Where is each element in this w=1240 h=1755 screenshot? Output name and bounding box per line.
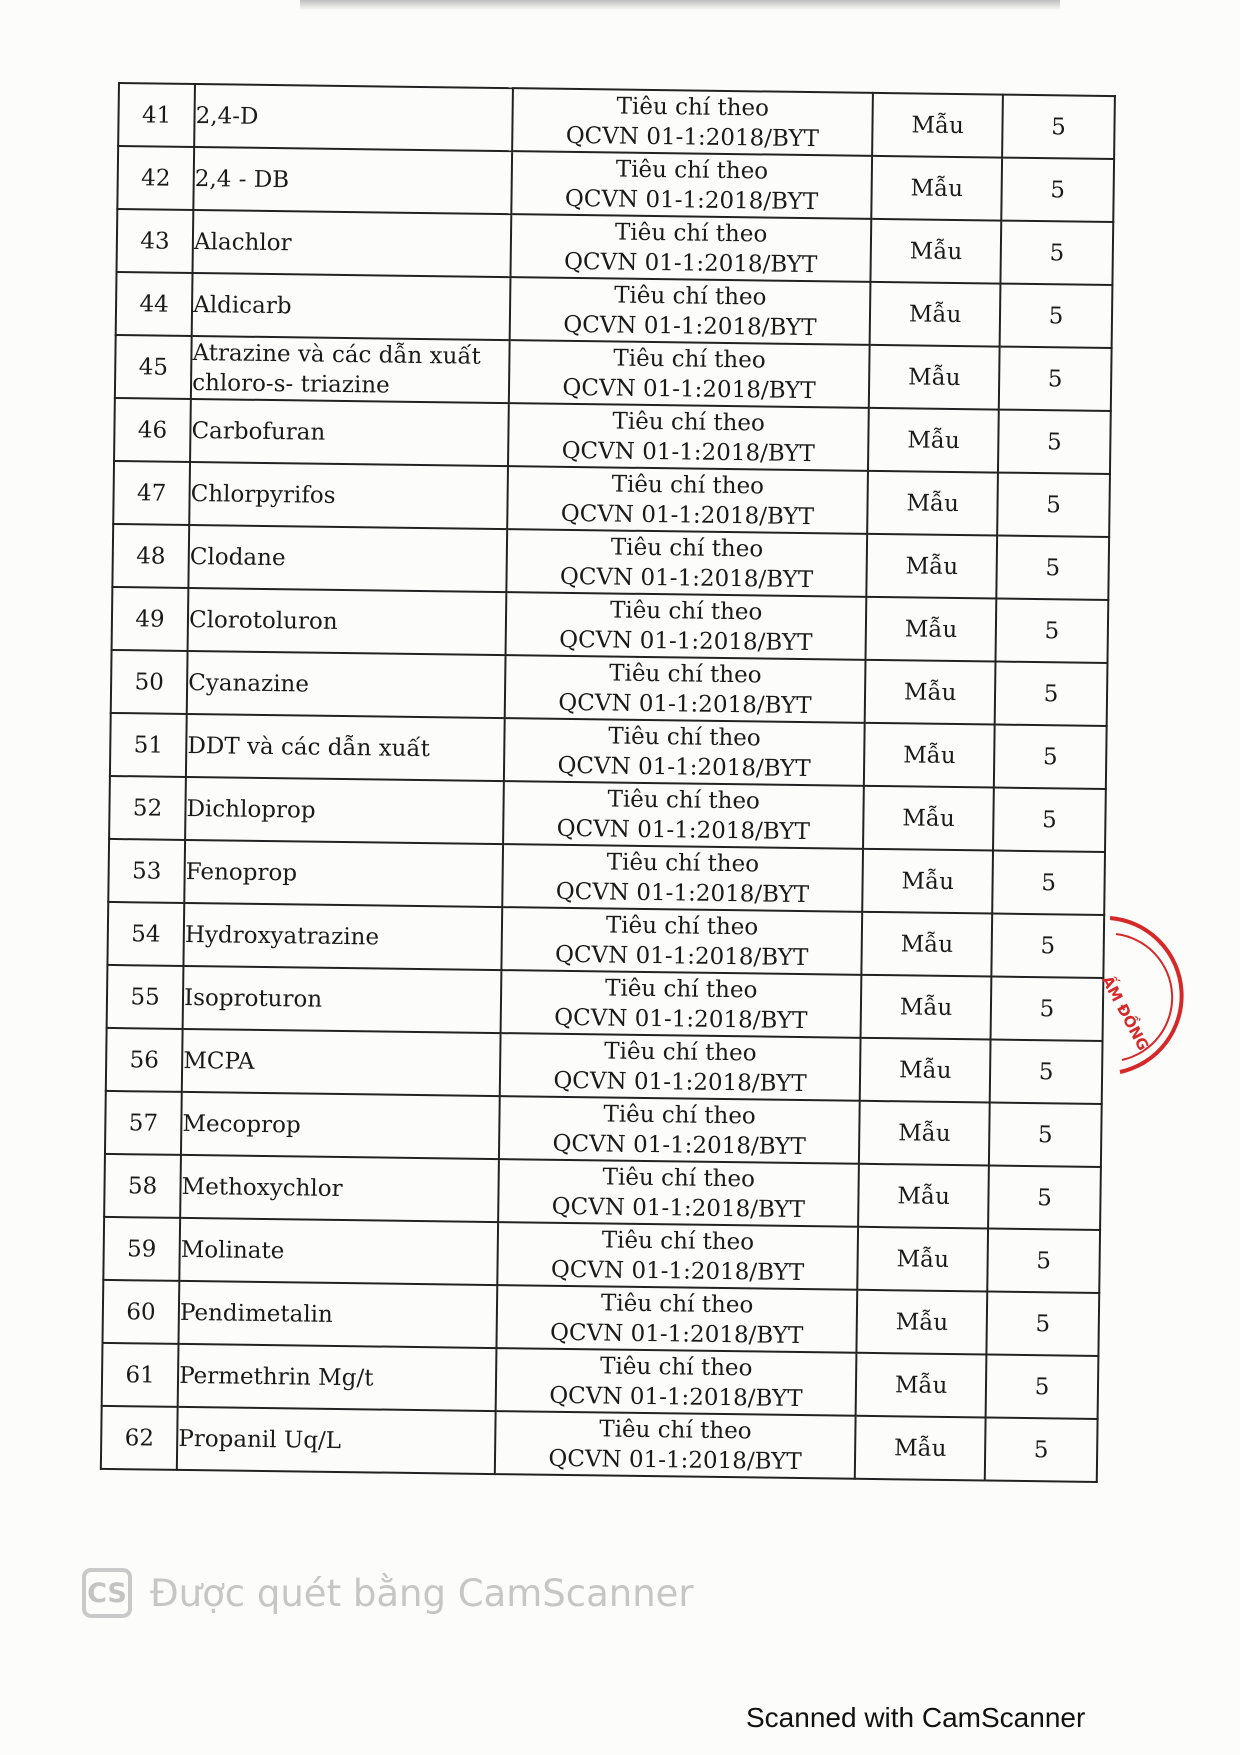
criteria-line-1: Tiêu chí theo: [600, 1289, 754, 1318]
unit-cell: Mẫu: [871, 219, 1002, 284]
table-container: [100, 82, 1116, 1483]
quantity-cell: 5: [990, 1040, 1103, 1104]
criteria-line-1: Tiêu chí theo: [599, 1415, 752, 1444]
criteria-cell: [505, 655, 866, 723]
unit-cell: Mẫu: [858, 1227, 989, 1292]
unit-cell: Mẫu: [859, 1101, 990, 1166]
criteria-line-1: Tiêu chí theo: [610, 533, 764, 562]
criteria-line-2: QCVN 01-1:2018/BYT: [551, 1193, 806, 1223]
row-number: 55: [107, 965, 184, 1029]
parameter-name: Propanil Uq/L: [177, 1407, 496, 1474]
criteria-line-2: QCVN 01-1:2018/BYT: [553, 1067, 807, 1097]
criteria-line-1: Tiêu chí theo: [614, 282, 767, 311]
quantity-cell: 5: [1000, 221, 1113, 285]
parameter-name: Methoxychlor: [180, 1155, 499, 1222]
row-number: 56: [106, 1028, 183, 1092]
criteria-line-2: QCVN 01-1:2018/BYT: [565, 122, 820, 152]
row-number: 53: [108, 839, 185, 903]
criteria-cell: [500, 1033, 861, 1101]
criteria-line-2: QCVN 01-1:2018/BYT: [552, 1130, 806, 1160]
parameter-name: Dichloprop: [185, 777, 504, 844]
row-number: 58: [104, 1154, 181, 1218]
criteria-line-1: Tiêu chí theo: [609, 596, 763, 625]
quantity-cell: 5: [998, 410, 1111, 474]
quantity-cell: 5: [996, 599, 1109, 663]
criteria-line-1: Tiêu chí theo: [609, 659, 762, 688]
unit-cell: Mẫu: [872, 156, 1003, 221]
criteria-line-2: QCVN 01-1:2018/BYT: [550, 1256, 805, 1286]
criteria-cell: [503, 781, 864, 849]
criteria-line-2: QCVN 01-1:2018/BYT: [554, 941, 809, 971]
criteria-line-1: Tiêu chí theo: [606, 848, 760, 877]
criteria-line-1: Tiêu chí theo: [601, 1226, 755, 1255]
quantity-cell: 5: [997, 473, 1110, 537]
criteria-line-1: Tiêu chí theo: [613, 345, 766, 374]
criteria-cell: [506, 529, 867, 597]
criteria-line-1: Tiêu chí theo: [607, 785, 761, 814]
criteria-cell: [507, 466, 868, 534]
parameter-name: Alachlor: [193, 210, 512, 277]
row-number: 47: [113, 461, 190, 525]
criteria-line-2: QCVN 01-1:2018/BYT: [554, 1004, 808, 1034]
parameter-name: Carbofuran: [190, 399, 509, 466]
criteria-line-1: Tiêu chí theo: [604, 974, 758, 1003]
unit-cell: Mẫu: [868, 408, 999, 473]
row-number: 59: [103, 1217, 180, 1281]
unit-cell: Mẫu: [863, 786, 994, 851]
row-number: 41: [118, 83, 195, 147]
criteria-cell: [496, 1285, 857, 1353]
quantity-cell: 5: [1002, 95, 1115, 159]
scan-edge-shadow: [300, 0, 1060, 10]
quantity-cell: 5: [988, 1165, 1101, 1229]
criteria-cell: [504, 718, 865, 786]
parameter-name: Pendimetalin: [179, 1281, 498, 1348]
criteria-line-1: Tiêu chí theo: [616, 93, 770, 122]
criteria-line-2: QCVN 01-1:2018/BYT: [559, 563, 814, 593]
quantity-cell: 5: [985, 1417, 1098, 1481]
quantity-cell: 5: [996, 536, 1109, 600]
criteria-cell: [498, 1159, 859, 1227]
criteria-cell: [509, 340, 870, 408]
row-number: 49: [112, 587, 189, 651]
quantity-cell: 5: [992, 851, 1105, 915]
criteria-cell: [510, 277, 871, 345]
criteria-cell: [505, 592, 866, 660]
criteria-line-2: QCVN 01-1:2018/BYT: [560, 500, 815, 530]
unit-cell: Mẫu: [855, 1416, 986, 1481]
camscanner-logo: CS: [82, 1568, 132, 1618]
criteria-line-2: QCVN 01-1:2018/BYT: [557, 752, 811, 782]
red-stamp: [1098, 912, 1198, 1082]
criteria-line-1: Tiêu chí theo: [605, 911, 759, 940]
row-number: 61: [102, 1343, 179, 1407]
stamp-text: ẤM ĐỒNG: [1098, 972, 1153, 1054]
parameter-name: 2,4 - DB: [193, 147, 512, 214]
row-number: 57: [105, 1091, 182, 1155]
quantity-cell: 5: [991, 914, 1104, 978]
footer-scanned-text: Scanned with CamScanner: [746, 1702, 1086, 1733]
criteria-line-2: QCVN 01-1:2018/BYT: [558, 689, 812, 719]
unit-cell: Mẫu: [862, 912, 993, 977]
criteria-cell: [511, 151, 872, 219]
parameter-name: MCPA: [182, 1029, 501, 1096]
parameter-name: 2,4-D: [194, 84, 513, 151]
criteria-line-2: QCVN 01-1:2018/BYT: [563, 311, 817, 341]
quantity-cell: 5: [995, 662, 1108, 726]
parameter-name: Atrazine và các dẫn xuất chloro-s- triazine: [191, 336, 510, 403]
parameter-name: Fenoprop: [184, 840, 503, 907]
parameter-name: Mecoprop: [181, 1092, 500, 1159]
unit-cell: Mẫu: [872, 93, 1003, 158]
criteria-line-1: Tiêu chí theo: [612, 408, 765, 436]
parameter-name: Permethrin Mg/t: [178, 1344, 497, 1411]
criteria-cell: [508, 403, 869, 471]
unit-cell: Mẫu: [856, 1353, 987, 1418]
row-number: 52: [109, 776, 186, 840]
quantity-cell: 5: [993, 788, 1106, 852]
row-number: 60: [102, 1280, 179, 1344]
quantity-cell: 5: [989, 1102, 1102, 1166]
parameter-name: Cyanazine: [187, 651, 506, 718]
criteria-cell: [501, 907, 862, 975]
criteria-line-2: QCVN 01-1:2018/BYT: [562, 374, 816, 404]
unit-cell: Mẫu: [865, 660, 996, 725]
quantity-cell: 5: [986, 1354, 1099, 1418]
quantity-cell: 5: [1001, 158, 1114, 222]
criteria-cell: [495, 1411, 856, 1479]
criteria-line-2: QCVN 01-1:2018/BYT: [555, 878, 810, 908]
criteria-cell: [497, 1222, 858, 1290]
criteria-line-1: Tiêu chí theo: [614, 219, 768, 248]
unit-cell: Mẫu: [869, 345, 1000, 410]
row-number: 42: [117, 146, 194, 210]
quantity-cell: 5: [999, 347, 1112, 411]
unit-cell: Mẫu: [866, 597, 997, 662]
unit-cell: Mẫu: [860, 1038, 991, 1103]
row-number: 50: [111, 650, 188, 714]
criteria-line-2: QCVN 01-1:2018/BYT: [561, 437, 816, 467]
row-number: 44: [116, 272, 193, 336]
quantity-cell: 5: [991, 977, 1104, 1041]
row-number: 54: [107, 902, 184, 966]
criteria-cell: [510, 214, 871, 282]
parameter-name: Molinate: [179, 1218, 498, 1285]
watermark-text: Được quét bằng CamScanner: [150, 1571, 694, 1615]
criteria-line-2: QCVN 01-1:2018/BYT: [563, 248, 818, 278]
quantity-cell: 5: [994, 725, 1107, 789]
criteria-table: [100, 82, 1116, 1483]
parameter-name: Chlorpyrifos: [189, 462, 508, 529]
row-number: 46: [114, 398, 191, 462]
parameter-name: Isoproturon: [183, 966, 502, 1033]
row-number: 48: [112, 524, 189, 588]
table-row: [101, 1406, 1098, 1482]
quantity-cell: 5: [1000, 284, 1113, 348]
criteria-line-1: Tiêu chí theo: [602, 1163, 756, 1192]
table-body: [101, 83, 1115, 1482]
unit-cell: Mẫu: [862, 849, 993, 914]
criteria-line-1: Tiêu chí theo: [599, 1352, 753, 1381]
quantity-cell: 5: [986, 1291, 1099, 1355]
criteria-line-1: Tiêu chí theo: [604, 1037, 757, 1066]
unit-cell: Mẫu: [857, 1290, 988, 1355]
criteria-cell: [512, 88, 873, 156]
criteria-cell: [502, 844, 863, 912]
parameter-name: Clodane: [188, 525, 507, 592]
parameter-name: DDT và các dẫn xuất: [186, 714, 505, 781]
unit-cell: Mẫu: [864, 723, 995, 788]
row-number: 62: [101, 1406, 178, 1470]
parameter-name: Hydroxyatrazine: [184, 903, 503, 970]
criteria-line-1: Tiêu chí theo: [611, 470, 765, 499]
parameter-name: Aldicarb: [192, 273, 511, 340]
criteria-line-2: QCVN 01-1:2018/BYT: [556, 815, 811, 845]
unit-cell: Mẫu: [870, 282, 1001, 347]
criteria-cell: [496, 1348, 857, 1416]
unit-cell: Mẫu: [867, 534, 998, 599]
row-number: 51: [110, 713, 187, 777]
row-number: 45: [115, 335, 192, 399]
camscanner-watermark: [82, 1565, 694, 1621]
unit-cell: Mẫu: [858, 1164, 989, 1229]
quantity-cell: 5: [987, 1228, 1100, 1292]
criteria-cell: [499, 1096, 860, 1164]
criteria-line-2: QCVN 01-1:2018/BYT: [564, 185, 819, 215]
criteria-cell: [500, 970, 861, 1038]
unit-cell: Mẫu: [861, 975, 992, 1040]
row-number: 43: [117, 209, 194, 273]
criteria-line-2: QCVN 01-1:2018/BYT: [549, 1382, 803, 1412]
criteria-line-2: QCVN 01-1:2018/BYT: [559, 626, 813, 656]
criteria-line-2: QCVN 01-1:2018/BYT: [548, 1445, 802, 1475]
criteria-line-1: Tiêu chí theo: [608, 722, 761, 751]
criteria-line-1: Tiêu chí theo: [603, 1100, 756, 1129]
criteria-line-1: Tiêu chí theo: [615, 156, 769, 185]
parameter-name: Clorotoluron: [188, 588, 507, 655]
criteria-line-2: QCVN 01-1:2018/BYT: [549, 1319, 804, 1349]
unit-cell: Mẫu: [867, 471, 998, 536]
